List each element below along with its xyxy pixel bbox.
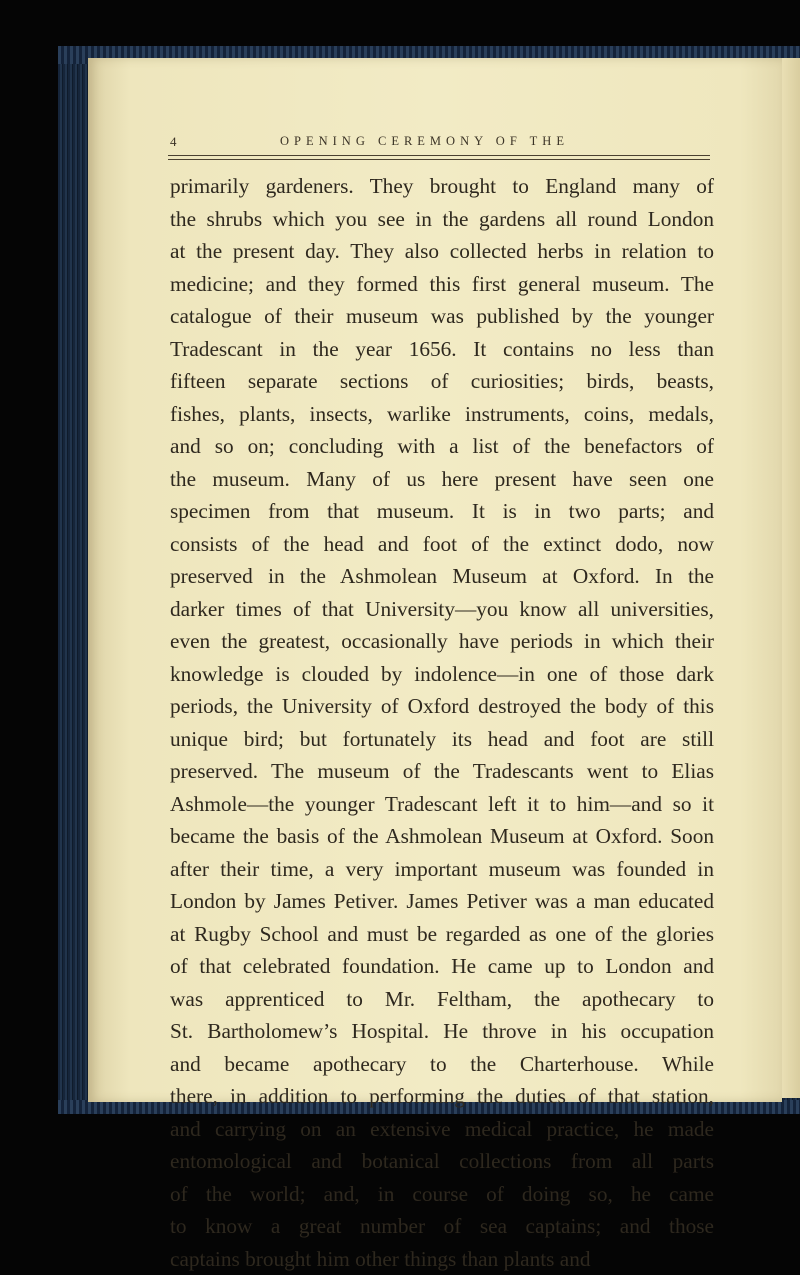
- text-line: Tradescant in the year 1656. It contains no less than: [170, 333, 714, 366]
- text-line: became the basis of the Ashmolean Museum at Oxford. Soon: [170, 820, 714, 853]
- text-line: London by James Petiver. James Petiver was a man educated: [170, 885, 714, 918]
- text-line: fifteen separate sections of curiosities; birds, beasts,: [170, 365, 714, 398]
- text-line: fishes, plants, insects, warlike instruments, coins, medals,: [170, 398, 714, 431]
- text-line: to know a great number of sea captains; and those: [170, 1210, 714, 1243]
- text-line: at the present day. They also collected herbs in relation to: [170, 235, 714, 268]
- page-edge: [782, 58, 800, 1098]
- text-line: even the greatest, occasionally have periods in which their: [170, 625, 714, 658]
- text-line: entomological and botanical collections from all parts: [170, 1145, 714, 1178]
- text-line: St. Bartholomew’s Hospital. He throve in his occupation: [170, 1015, 714, 1048]
- text-line: knowledge is clouded by indolence—in one of those dark: [170, 658, 714, 691]
- text-line: preserved in the Ashmolean Museum at Oxford. In the: [170, 560, 714, 593]
- text-line: consists of the head and foot of the extinct dodo, now: [170, 528, 714, 561]
- text-line: after their time, a very important museum was founded in: [170, 853, 714, 886]
- text-line: catalogue of their museum was published by the younger: [170, 300, 714, 333]
- text-line: periods, the University of Oxford destroyed the body of this: [170, 690, 714, 723]
- page-number: 4: [170, 134, 177, 150]
- running-head: OPENING CEREMONY OF THE: [280, 134, 569, 149]
- page-header: [170, 132, 712, 154]
- text-line: at Rugby School and must be regarded as one of the glories: [170, 918, 714, 951]
- text-line: of the world; and, in course of doing so, he came: [170, 1178, 714, 1211]
- text-line: darker times of that University—you know all universities,: [170, 593, 714, 626]
- text-line: and so on; concluding with a list of the benefactors of: [170, 430, 714, 463]
- text-line: and became apothecary to the Charterhouse. While: [170, 1048, 714, 1081]
- text-line: preserved. The museum of the Tradescants went to Elias: [170, 755, 714, 788]
- text-line: captains brought him other things than plants and: [170, 1243, 714, 1275]
- text-line: was apprenticed to Mr. Feltham, the apothecary to: [170, 983, 714, 1016]
- header-rule-bottom: [168, 159, 710, 160]
- text-line: of that celebrated foundation. He came up to London and: [170, 950, 714, 983]
- text-line: the shrubs which you see in the gardens all round London: [170, 203, 714, 236]
- text-line: there, in addition to performing the duties of that station,: [170, 1080, 714, 1113]
- text-line: Ashmole—the younger Tradescant left it to him—and so it: [170, 788, 714, 821]
- text-line: specimen from that museum. It is in two parts; and: [170, 495, 714, 528]
- text-line: primarily gardeners. They brought to England many of: [170, 170, 714, 203]
- text-line: unique bird; but fortunately its head and foot are still: [170, 723, 714, 756]
- text-line: medicine; and they formed this first general museum. The: [170, 268, 714, 301]
- header-rule-top: [168, 155, 710, 156]
- text-line: and carrying on an extensive medical practice, he made: [170, 1113, 714, 1146]
- text-line: the museum. Many of us here present have seen one: [170, 463, 714, 496]
- body-text: [170, 170, 714, 1275]
